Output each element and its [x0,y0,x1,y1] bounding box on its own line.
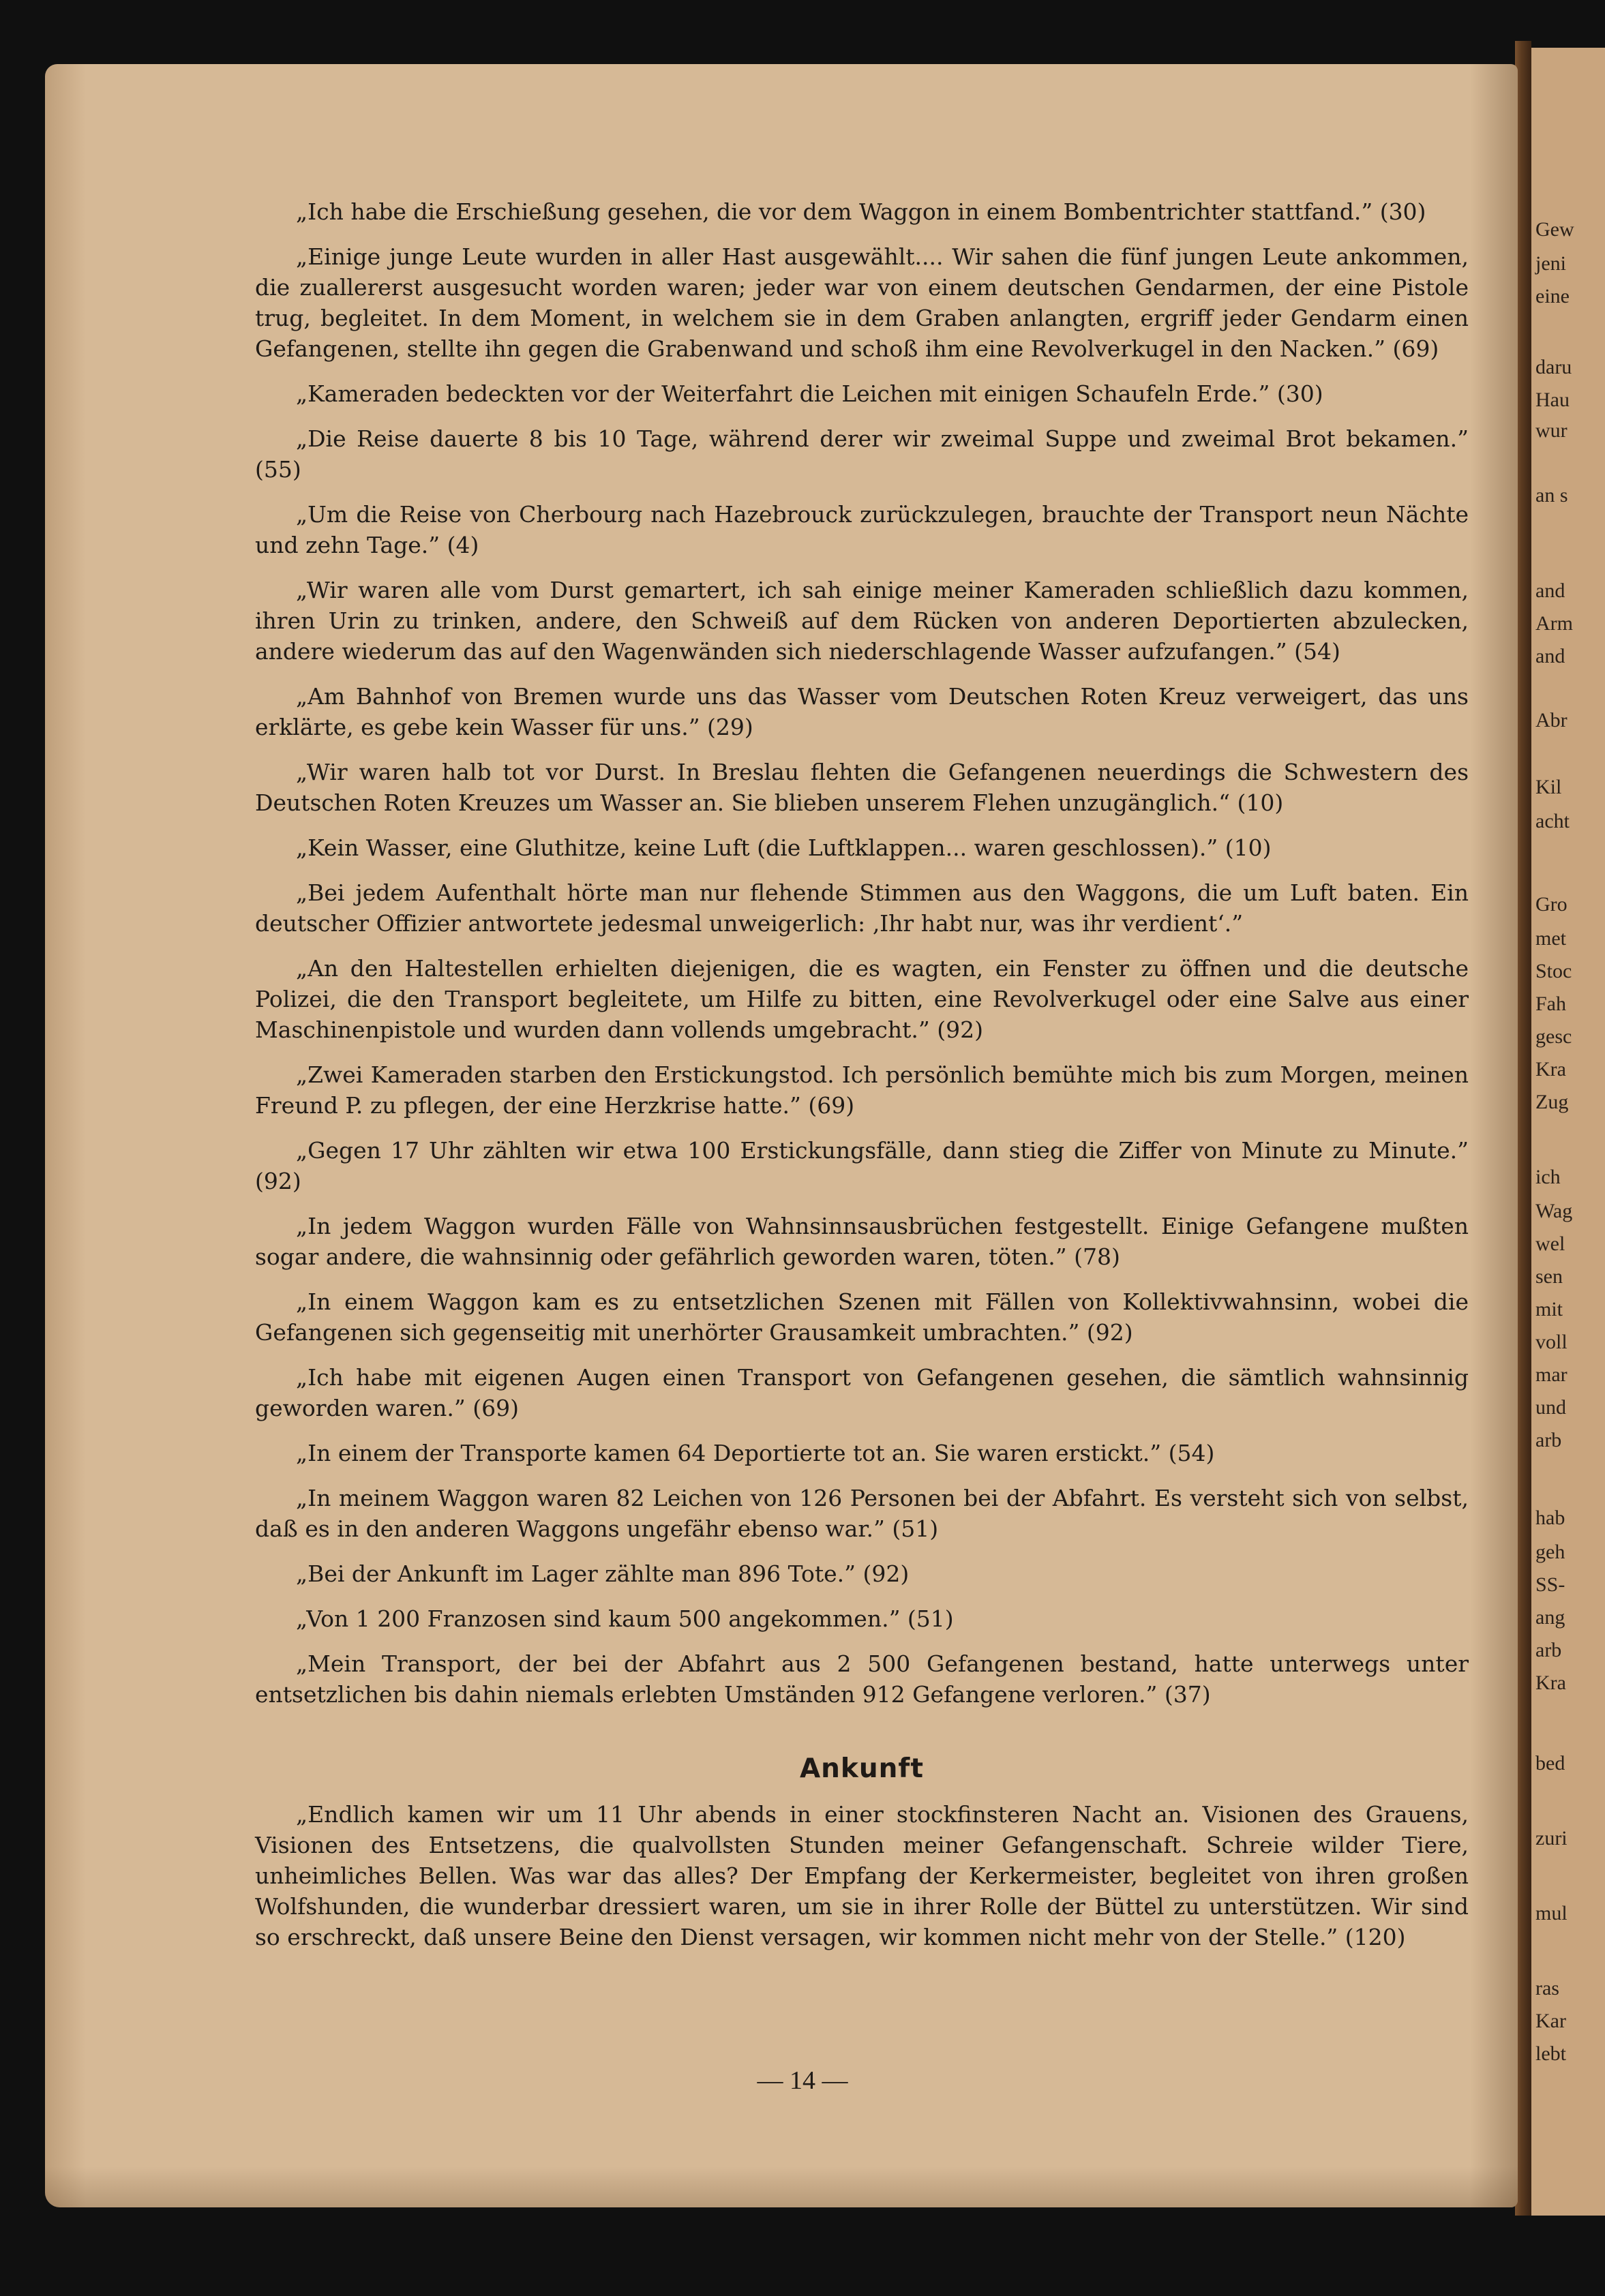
next-page-fragment: arb [1535,1639,1562,1661]
next-page-fragment: lebt [1535,2042,1566,2065]
quote-paragraph: „Von 1 200 Franzosen sind kaum 500 angekommen.” (51) [296,1605,954,1632]
next-page-fragment: gesc [1535,1025,1572,1048]
quote-paragraph: „Einige junge Leute wurden in aller Hast ausgewählt.... Wir sahen die fünf jungen Leute ankommen, die zuallererst ausgesucht worden waren; jeder war von einem deutschen Gendarmen, der eine Pistole trug, begleitet. In dem Moment, in welchem sie in dem Graben anlangten, ergriff jeder Gendarm einen Gefangenen, stellte ihn gegen die Grabenwand und schoß ihm eine Revolverkugel in den Nacken.” (69) [255,243,1469,362]
next-page-fragment: met [1535,927,1566,950]
quote-paragraph: „Gegen 17 Uhr zählten wir etwa 100 Erstickungsfälle, dann stieg die Ziffer von Minute zu Minute.” (92) [255,1137,1469,1194]
next-page-fragment: mul [1535,1902,1567,1924]
next-page-fragment: hab [1535,1507,1565,1529]
quote-paragraph: „Zwei Kameraden starben den Erstickungstod. Ich persönlich bemühte mich bis zum Morgen, meinen Freund P. zu pflegen, der eine Herzkrise hatte.” (69) [255,1061,1469,1119]
next-page-fragment: ich [1535,1166,1561,1188]
next-page-fragment: eine [1535,285,1570,307]
page-shadow-left [45,64,86,2207]
next-page-fragment: Hau [1535,389,1570,411]
next-page-fragment: Gew [1535,218,1574,241]
next-page-fragment: und [1535,1396,1566,1419]
quote-paragraph: „An den Haltestellen erhielten diejenigen, die es wagten, ein Fenster zu öffnen und die deutsche Polizei, die den Transport begleitete, um Hilfe zu bitten, eine Revolverkugel oder eine Salve aus einer Maschinenpistole und wurden dann vollends umgebracht.” (92) [255,955,1469,1043]
quote-paragraph: „Ich habe die Erschießung gesehen, die vor dem Waggon in einem Bombentrichter stattfand.” (30) [296,198,1426,225]
quote-paragraph: „Um die Reise von Cherbourg nach Hazebrouck zurückzulegen, brauchte der Transport neun Nächte und zehn Tage.” (4) [255,501,1469,558]
page-shadow-bottom [45,2166,1518,2207]
next-page-fragment: mit [1535,1298,1563,1320]
next-page-fragment: voll [1535,1331,1567,1353]
next-page-fragment: arb [1535,1429,1562,1451]
next-page-fragment: Kra [1535,1058,1566,1081]
next-page-fragment: ras [1535,1977,1559,1999]
next-page-fragment: ang [1535,1606,1565,1629]
next-page-fragment: zuri [1535,1827,1567,1849]
quote-paragraph: „Ich habe mit eigenen Augen einen Transport von Gefangenen gesehen, die sämtlich wahnsinnig geworden waren.” (69) [255,1364,1469,1421]
page-shadow-right [1470,64,1518,2207]
section-heading: Ankunft [799,1753,925,1784]
quote-paragraph: „Bei der Ankunft im Lager zählte man 896 Tote.” (92) [296,1560,910,1587]
next-page-edge [1531,48,1605,2216]
next-page-fragment: sen [1535,1265,1563,1288]
quote-paragraph: „In einem Waggon kam es zu entsetzlichen Szenen mit Fällen von Kollektivwahnsinn, wobei die Gefangenen sich gegenseitig mit unerhörter Grausamkeit umbrachten.” (92) [255,1288,1469,1346]
next-page-fragment: Gro [1535,893,1567,916]
quote-paragraph: „Kameraden bedeckten vor der Weiterfahrt die Leichen mit einigen Schaufeln Erde.” (30) [296,380,1323,407]
quote-paragraph: „In jedem Waggon wurden Fälle von Wahnsinnsausbrüchen festgestellt. Einige Gefangene mußten sogar andere, die wahnsinnig oder gefährlich geworden waren, töten.” (78) [255,1213,1469,1270]
next-page-fragment: wur [1535,419,1567,442]
next-page-fragment: and [1535,645,1565,667]
next-page-fragment: Kil [1535,776,1562,798]
quote-paragraph: „Wir waren halb tot vor Durst. In Breslau flehten die Gefangenen neuerdings die Schwestern des Deutschen Roten Kreuzes um Wasser an. Sie blieben unserem Flehen unzugänglich.“ (10) [255,759,1469,816]
next-page-fragment: an s [1535,484,1568,507]
quote-paragraph: „Die Reise dauerte 8 bis 10 Tage, während derer wir zweimal Suppe und zweimal Brot bekamen.” (55) [255,425,1469,483]
quote-paragraph: „In einem der Transporte kamen 64 Deportierte tot an. Sie waren erstickt.” (54) [296,1440,1215,1466]
next-page-fragment: SS- [1535,1573,1565,1596]
next-page-fragment: mar [1535,1363,1567,1386]
next-page-fragment: daru [1535,356,1572,378]
next-page-fragment: Fah [1535,993,1566,1015]
section-paragraph: „Endlich kamen wir um 11 Uhr abends in einer stockfinsteren Nacht an. Visionen des Grauens, Visionen des Entsetzens, die qualvollsten Stunden meiner Gefangenschaft. Schreie wilder Tiere, unheimliches Bellen. Was war das alles? Der Empfang der Kerkermeister, begleitet von ihren großen Wolfshunden, die wunderbar dressiert waren, um sie in ihrer Rolle der Büttel zu unterstützen. Wir sind so erschreckt, daß unsere Beine den Dienst versagen, wir kommen nicht mehr von der Stelle.” (120) [255,1801,1469,1950]
page-text [255,196,1469,1967]
next-page-fragment: Kra [1535,1672,1566,1694]
quote-paragraph: „In meinem Waggon waren 82 Leichen von 126 Personen bei der Abfahrt. Es versteht sich von selbst, daß es in den anderen Waggons ungefähr ebenso war.” (51) [255,1485,1469,1542]
next-page-fragment: Zug [1535,1091,1569,1113]
next-page-fragment: Wag [1535,1200,1573,1222]
next-page-fragment: wel [1535,1233,1565,1255]
next-page-fragment: Kar [1535,2010,1566,2032]
quote-paragraph: „Kein Wasser, eine Gluthitze, keine Luft (die Luftklappen... waren geschlossen).” (10) [296,834,1272,861]
next-page-fragment: bed [1535,1752,1565,1774]
next-page-fragment: and [1535,579,1565,602]
next-page-fragment: jeni [1535,252,1566,275]
next-page-fragment: Abr [1535,709,1567,731]
quote-paragraph: „Mein Transport, der bei der Abfahrt aus 2 500 Gefangenen bestand, hatte unterwegs unter entsetzlichen bis dahin niemals erlebten Umständen 912 Gefangene verloren.” (37) [255,1650,1469,1708]
quote-paragraph: „Bei jedem Aufenthalt hörte man nur flehende Stimmen aus den Waggons, die um Luft baten. Ein deutscher Offizier antwortete jedesmal unweigerlich: ‚Ihr habt nur, was ihr verdient‘.” [255,879,1469,937]
quote-paragraph: „Am Bahnhof von Bremen wurde uns das Wasser vom Deutschen Roten Kreuz verweigert, das uns erklärte, es gebe kein Wasser für uns.” (29) [255,683,1469,740]
next-page-fragment: Arm [1535,612,1573,635]
page-number: — 14 — [757,2066,848,2095]
next-page-fragment: acht [1535,810,1570,832]
next-page-fragment: geh [1535,1541,1565,1563]
next-page-fragment: Stoc [1535,960,1572,982]
quote-paragraph: „Wir waren alle vom Durst gemartert, ich sah einige meiner Kameraden schließlich dazu kommen, ihren Urin zu trinken, andere, den Schweiß auf dem Rücken von anderen Deportierten abzulecken, andere wiederum das auf den Wagenwänden sich niederschlagende Wasser aufzufangen.” (54) [255,577,1469,665]
